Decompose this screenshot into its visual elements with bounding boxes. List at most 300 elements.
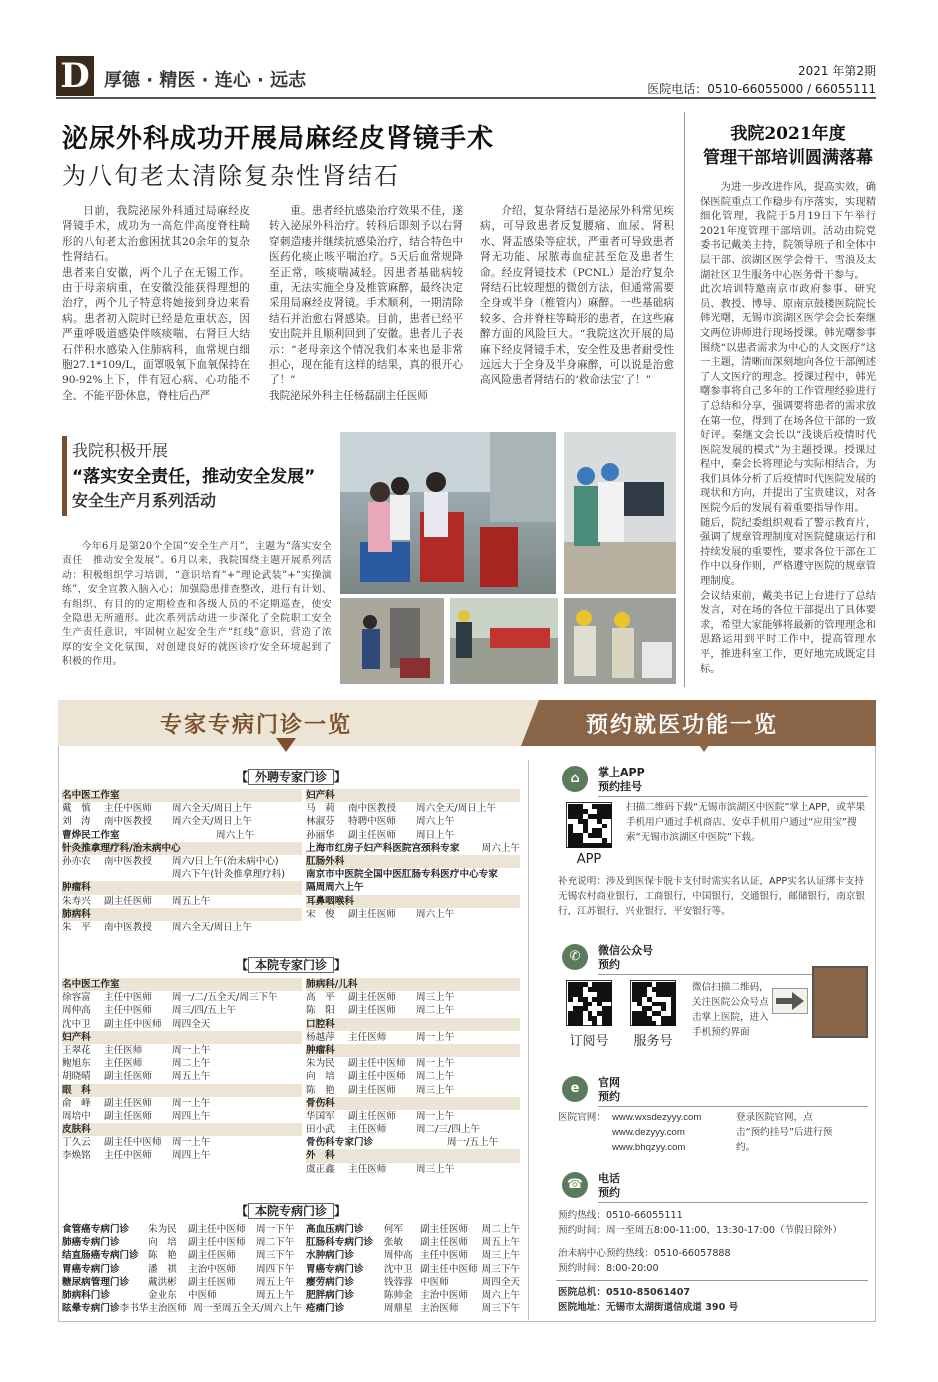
clinic-name: 胃癌专病门诊 bbox=[62, 1263, 120, 1275]
doctor-entry bbox=[62, 1263, 302, 1276]
doctor-entry bbox=[62, 855, 302, 868]
doctor-name: 孙丽华 bbox=[306, 829, 335, 841]
doctor-title bbox=[148, 829, 216, 842]
hospital-motto: 厚德 · 精医 · 连心 · 远志 bbox=[104, 70, 307, 91]
doctor-entry bbox=[62, 1018, 302, 1031]
qr-module bbox=[652, 1021, 657, 1026]
doctor-title: 副主任医师 bbox=[188, 1276, 236, 1288]
doctor-entry bbox=[62, 1236, 302, 1249]
doctor-name: 南京市中医院全国中医肛肠专科医疗中心专家 bbox=[306, 869, 498, 881]
department-name: 耳鼻咽喉科 bbox=[306, 895, 354, 907]
doctor-name: 周仲高 bbox=[383, 1250, 413, 1262]
doctor-title: 副主任医师 bbox=[348, 992, 396, 1004]
clinic-name: 肺病科门诊 bbox=[62, 1289, 110, 1301]
doctor-entry bbox=[306, 1136, 520, 1149]
doctor-name: 陈 艳 bbox=[306, 1084, 335, 1096]
appointment-heading: 预约就医功能一览 bbox=[586, 713, 779, 738]
doctor-name: 上海市红房子妇产科医院宫颈科专家 bbox=[306, 842, 460, 854]
app-title: 掌上APP 预约挂号 bbox=[598, 766, 645, 793]
doctor-entry bbox=[306, 1070, 520, 1083]
qr-module bbox=[588, 1002, 593, 1007]
subscription-qr-code[interactable] bbox=[566, 980, 612, 1026]
app-qr-code[interactable] bbox=[566, 802, 612, 848]
qr-module bbox=[661, 1006, 666, 1011]
wechat-icon: ✆ bbox=[562, 944, 588, 970]
doctor-title: 副主任医师 bbox=[348, 1110, 396, 1122]
qr-module bbox=[602, 824, 607, 829]
photo-control-room bbox=[564, 432, 676, 594]
doctor-title: 主任医师 bbox=[104, 1058, 143, 1070]
doctor-name: 朱为民 bbox=[306, 1058, 335, 1070]
doctor-entry bbox=[306, 1276, 520, 1289]
department-heading bbox=[306, 978, 520, 991]
doctor-entry bbox=[62, 1249, 302, 1262]
doctor-name: 金业东 bbox=[148, 1289, 177, 1301]
doctor-name: 孙亦农 bbox=[62, 855, 91, 867]
doctor-title: 中医师 bbox=[420, 1276, 449, 1288]
clinic-time: 周四上午 bbox=[172, 1150, 211, 1162]
doctor-name: 骨伤科专家门诊 bbox=[306, 1137, 374, 1149]
web-url-1[interactable]: www.wxsdezyyy.com bbox=[612, 1112, 702, 1123]
department-name: 肛肠外科 bbox=[306, 855, 345, 867]
photo-fire-pumps bbox=[340, 432, 556, 594]
doctor-title: 主治医师 bbox=[148, 1303, 187, 1315]
doctor-title: 主任中医师 bbox=[104, 1005, 152, 1017]
phone-title: 电话 预约 bbox=[598, 1172, 620, 1199]
clinic-time: 周六上午 bbox=[416, 816, 455, 828]
doctor-name: 虞正鑫 bbox=[306, 1163, 335, 1175]
safety-article-body: 今年6月是第20个全国“安全生产月”，主题为“落实安全责任 推动安全发展”。6月以来，我院围绕主题开展系列活动：积极组织学习培训，“意识培育”+“理论武装”+“实操演练”，安全宣教入脑入心；加强隐患排查整改，进行有计划、有组织、有目的的定期检查和各级人员的不定期巡查，使安全隐患无所遁形。此次系列活动进一步深化了全院职工安全生产责任意识，牢固树立起安全生产“红线”意识，营造了浓厚的安全文化氛围，对创建良好的就医诊疗安全环境起到了积极的作用。 bbox=[62, 541, 332, 668]
web-divider bbox=[598, 1106, 868, 1107]
doctor-entry bbox=[306, 842, 520, 855]
web-description: 登录医院官网，点击“预约挂号”后进行预约。 bbox=[736, 1112, 833, 1153]
doctor-title: 副主任中医师 bbox=[188, 1237, 246, 1249]
doctor-name: 林淑芬 bbox=[306, 816, 335, 828]
clinic-time: 周一上午 bbox=[172, 1137, 211, 1149]
doctor-entry bbox=[62, 1302, 302, 1315]
doctor-entry bbox=[62, 1004, 302, 1017]
app-note: 补充说明：涉及到医保卡脱卡支付时需实名认证，APP实名认证绑卡支持无锡农村商业银行，工商银行，中国银行，交通银行，邮储银行，南京银行，江苏银行，兴业银行，平安银行等。 bbox=[558, 876, 865, 917]
safety-title-line1: 我院积极开展 bbox=[72, 441, 169, 460]
web-label: 医院官网： bbox=[558, 1112, 606, 1123]
department-name: 骨伤科 bbox=[306, 1097, 335, 1109]
clinic-time: 周二/三/四上午 bbox=[416, 1124, 481, 1136]
doctor-name: 刘 涛 bbox=[62, 816, 91, 828]
doctor-entry bbox=[306, 1163, 520, 1176]
house-icon: ⌂ bbox=[562, 766, 588, 792]
department-heading bbox=[62, 1123, 302, 1136]
app-description: 扫描二维码下载“无锡市滨湖区中医院”掌上APP，或苹果手机用户通过手机商店、安卓手机用户通过“应用宝”搜索“无锡市滨湖区中医院”下载。 bbox=[626, 802, 866, 843]
internal-experts-left bbox=[62, 978, 302, 1163]
doctor-name: 向 培 bbox=[148, 1237, 177, 1249]
doctor-entry bbox=[306, 802, 520, 815]
doctor-name: 沈中卫 bbox=[383, 1263, 413, 1275]
doctor-title: 主治中医师 bbox=[188, 1263, 236, 1275]
doctor-entry bbox=[306, 1123, 520, 1136]
bottom-divider bbox=[528, 760, 529, 1320]
clinic-time: 周三下午 bbox=[256, 1250, 295, 1262]
article-column-3: 介绍，复杂肾结石是泌尿外科常见疾病，可导致患者反复腰痛、血尿、肾积水、肾盂感染等症状，严重者可导致患者肾无功能、尿脓毒血症甚至危及患者生命。经皮肾镜技术（PCNL）是治疗复杂肾结石比较理想的微创方法，但通常需要全身或半身（椎管内）麻醉。一些基础病较多、合并脊柱等畸形的患者，在这些麻醉方面的风险巨大。“我院这次开展的局麻下经皮肾镜手术，安全性及患者耐受性远远大于全身及半身麻醉，可以说是治愈高风险患者肾结石的‘救命法宝’了！” bbox=[480, 205, 674, 387]
header-divider bbox=[56, 97, 876, 99]
doctor-title: 主治医师 bbox=[420, 1303, 459, 1315]
clinic-time: 周六上午 bbox=[216, 829, 255, 841]
doctor-entry bbox=[306, 1236, 520, 1249]
doctor-entry bbox=[62, 1097, 302, 1110]
expert-clinic-heading: 专家专病门诊一览 bbox=[160, 713, 353, 738]
clinic-time: 周三上午 bbox=[481, 1250, 521, 1262]
doctor-name: 徐容富 bbox=[62, 992, 91, 1004]
doctor-title: 主任中医师 bbox=[104, 803, 152, 815]
doctor-entry bbox=[306, 868, 520, 881]
clinic-time: 周二上午 bbox=[416, 1071, 455, 1083]
doctor-title: 副主任医师 bbox=[104, 1097, 152, 1109]
training-article-title: 我院2021年度 管理干部培训圆满落幕 bbox=[703, 124, 873, 168]
phone-mockup bbox=[812, 966, 868, 1038]
qr-module bbox=[578, 1021, 583, 1026]
doctor-title: 中医师 bbox=[188, 1289, 217, 1301]
department-heading bbox=[306, 1097, 520, 1110]
department-name: 肺病科/儿科 bbox=[306, 979, 358, 990]
doctor-title: 副主任中医师 bbox=[104, 1018, 162, 1030]
doctor-name: 潘 祺 bbox=[148, 1263, 177, 1275]
department-heading bbox=[62, 978, 302, 991]
clinic-time: 周三下午 bbox=[481, 1303, 521, 1315]
web-url-2[interactable]: www.dezyyy.com bbox=[612, 1127, 685, 1138]
doctor-name: 陈 艳 bbox=[148, 1250, 177, 1262]
doctor-name: 陈 阳 bbox=[306, 1005, 335, 1017]
doctor-title bbox=[379, 1136, 447, 1149]
clinic-time: 周一上午 bbox=[416, 1110, 455, 1122]
training-article-body: 为进一步改进作风，提高实效，确保医院重点工作稳步有序落实，实现精细化管理，我院于5月19日下午举行2021年度管理干部培训。活动由院党委书记戴美主持，院领导班子和全体中层干部、滨湖区医学会骨干、雪浪及太湖社区卫生服务中心医务骨干参与。 此次培训特邀南京市政府参事、研究员、教授、博导、原南京鼓楼医院院长韩光曙，无锡市滨湖区医学会会长秦继文两位讲师进行现场授课。韩光曙参事围绕“以患者需求为中心的人文医疗”这一主题，清晰而深刻地向各位干部阐述了人文医疗的理念。授课过程中，韩光曙参事将自己多年的工作管理经验进行了总结和分享，强调要将患者的需求放在第一位，得到了在场各位干部的一致好评。秦继文会长以“浅谈后疫情时代医院发展的模式”为主题授课。授课过程中，秦会长将理论与实际相结合，为我们具体分析了后疫情时代医院发展的现状和方向，并提出了宝贵建议，对各医院今后的发展有着重要指导作用。 随后，院纪委组织观看了警示教育片，强调了规章管理制度对医院健康运行和持续发展的重要性，要求各位干部在工作中以身作则，严格遵守医院的规章管理制度。 会议结束前，戴美书记上台进行了总结发言，对在场的各位干部提出了具体要求，希望大家能够将最新的管理理念和思路运用到平时工作中，提高管理水平，推进科室工作，更好地完成既定目标。 bbox=[700, 181, 876, 675]
clinic-time: 周五上午 bbox=[256, 1289, 295, 1301]
doctor-entry bbox=[306, 1289, 520, 1302]
clinic-time: 周五上午 bbox=[481, 1237, 521, 1249]
clinic-time: 周三/四/五上午 bbox=[172, 1005, 237, 1017]
clinic-time: 周四下午 bbox=[256, 1263, 295, 1275]
doctor-title: 主任中医师 bbox=[104, 1150, 152, 1162]
doctor-entry bbox=[306, 829, 520, 842]
department-name: 妇产科 bbox=[306, 790, 335, 801]
doctor-title: 主任医师 bbox=[348, 1163, 387, 1175]
clinic-time: 周六上午 bbox=[416, 908, 455, 920]
clinic-time: 周五上午 bbox=[172, 895, 211, 907]
clinic-time: 周三上午 bbox=[416, 1084, 455, 1096]
app-divider bbox=[598, 796, 868, 797]
doctor-entry bbox=[62, 1057, 302, 1070]
banner-left-arrow bbox=[276, 738, 296, 752]
web-url-3[interactable]: www.bhqzyy.com bbox=[612, 1142, 686, 1153]
department-name: 外 科 bbox=[306, 1150, 335, 1162]
doctor-title: 副主任中医师 bbox=[348, 1071, 406, 1083]
external-experts-right bbox=[306, 789, 520, 921]
doctor-entry bbox=[62, 1276, 302, 1289]
clinic-time: 周二上午 bbox=[416, 1005, 455, 1017]
clinic-name: 瘿劳病门诊 bbox=[306, 1276, 354, 1288]
doctor-name: 马 莉 bbox=[306, 803, 335, 815]
safety-accent-bar bbox=[62, 436, 67, 516]
clinic-name: 胃癌专病门诊 bbox=[306, 1263, 364, 1275]
department-heading bbox=[306, 1149, 520, 1162]
qr-module bbox=[592, 1021, 597, 1026]
doctor-title: 主任医师 bbox=[348, 1031, 387, 1043]
main-switchboard: 医院总机：0510-85061407 bbox=[558, 1287, 691, 1298]
doctor-title: 主治中医师 bbox=[420, 1289, 469, 1301]
doctor-name: 朱 平 bbox=[62, 921, 91, 933]
qr-module bbox=[607, 843, 612, 848]
column-divider bbox=[684, 112, 685, 687]
doctor-title: 副主任医师 bbox=[348, 829, 396, 841]
clinic-name: 眩晕专病门诊 bbox=[62, 1303, 120, 1315]
app-qr-label: APP bbox=[576, 852, 602, 867]
doctor-title: 副主任中医师 bbox=[188, 1224, 246, 1235]
clinic-time: 周一/五上午 bbox=[447, 1137, 499, 1149]
clinic-name: 肥胖病门诊 bbox=[306, 1289, 354, 1301]
department-heading bbox=[62, 881, 302, 894]
wechat-title: 微信公众号 预约 bbox=[598, 944, 653, 971]
department-name: 眼 科 bbox=[62, 1084, 91, 1096]
doctor-title: 主任中医师 bbox=[104, 992, 152, 1004]
issue-number: 2021 年第2期 bbox=[798, 64, 876, 78]
department-name: 肿瘤科 bbox=[306, 1044, 335, 1056]
qr-module bbox=[568, 997, 573, 1002]
doctor-entry bbox=[306, 815, 520, 828]
doctor-name: 周鼎星 bbox=[383, 1303, 413, 1315]
doctor-title: 南中医教授 bbox=[104, 816, 152, 828]
doctor-title: 副主任医师 bbox=[348, 1084, 396, 1096]
doctor-title bbox=[379, 881, 447, 894]
doctor-entry bbox=[62, 1070, 302, 1083]
doctor-name: 李焕铭 bbox=[62, 1150, 91, 1162]
internal-experts-right bbox=[306, 978, 520, 1176]
globe-icon: e bbox=[562, 1076, 588, 1102]
clinic-time: 周四上午 bbox=[172, 1110, 211, 1122]
doctor-title: 副主任医师 bbox=[348, 1005, 396, 1017]
department-name: 妇产科 bbox=[62, 1031, 91, 1043]
doctor-entry bbox=[306, 1263, 520, 1276]
clinic-name: 疮痛门诊 bbox=[306, 1303, 345, 1315]
appointment-hotline: 预约热线：0510-66055111 bbox=[558, 1210, 683, 1221]
safety-title-line3: 安全生产月系列活动 bbox=[72, 491, 217, 510]
doctor-entry bbox=[306, 1084, 520, 1097]
doctor-title: 副主任医师 bbox=[104, 1110, 152, 1122]
doctor-name: 戴 慎 bbox=[62, 803, 91, 815]
doctor-entry bbox=[306, 908, 520, 921]
doctor-title: 副主任中医师 bbox=[104, 1137, 162, 1149]
doctor-entry bbox=[62, 1289, 302, 1302]
doctor-entry bbox=[62, 868, 302, 881]
doctor-name: 宋 俊 bbox=[306, 908, 335, 920]
doctor-title bbox=[460, 842, 482, 855]
doctor-name: 张敏 bbox=[383, 1237, 404, 1249]
doctor-name: 向 培 bbox=[306, 1071, 335, 1083]
department-name: 肿瘤科 bbox=[62, 882, 91, 894]
doctor-name: 华国军 bbox=[306, 1110, 335, 1122]
doctor-title: 副主任医师 bbox=[420, 1224, 469, 1235]
department-heading bbox=[306, 1018, 520, 1031]
clinic-time: 周一下午 bbox=[256, 1224, 295, 1235]
department-heading bbox=[62, 789, 302, 802]
department-name: 针灸推拿理疗科/治未病中心 bbox=[62, 842, 181, 854]
doctor-entry bbox=[306, 1110, 520, 1123]
department-heading bbox=[62, 1084, 302, 1097]
doctor-title: 副主任医师 bbox=[420, 1237, 469, 1249]
clinic-time: 周六全天/周日上午 bbox=[416, 803, 496, 815]
doctor-entry bbox=[62, 829, 302, 842]
doctor-entry bbox=[306, 1223, 520, 1236]
department-heading bbox=[306, 1044, 520, 1057]
doctor-name: 王翠花 bbox=[62, 1044, 91, 1056]
external-experts-title: 【 外聘专家门诊 】 bbox=[235, 770, 347, 784]
doctor-name: 朱为民 bbox=[148, 1224, 177, 1235]
doctor-name: 田小武 bbox=[306, 1124, 335, 1136]
department-heading bbox=[62, 842, 302, 855]
clinic-time: 周一/二/五全天/周三下午 bbox=[172, 992, 278, 1004]
doctor-name: 李书华 bbox=[119, 1303, 149, 1315]
photo-fire-drill bbox=[450, 598, 558, 684]
clinic-time: 周四全天 bbox=[172, 1018, 211, 1030]
department-name: 皮肤科 bbox=[62, 1124, 91, 1136]
doctor-title: 副主任医师 bbox=[104, 895, 152, 907]
clinic-time: 周五上午 bbox=[256, 1276, 295, 1288]
doctor-name: 周培中 bbox=[62, 1110, 91, 1122]
hospital-phone: 医院电话：0510-66055000 / 66055111 bbox=[647, 82, 876, 96]
internal-experts-title: 【 本院专家门诊 】 bbox=[235, 958, 347, 972]
doctor-name: 钱蓉蓉 bbox=[383, 1276, 413, 1288]
doctor-title: 副主任医师 bbox=[188, 1250, 236, 1262]
qr-module bbox=[607, 1021, 612, 1026]
special-clinics-right bbox=[306, 1223, 520, 1315]
article-column-2: 重。患者经抗感染治疗效果不佳，遂转入泌尿外科治疗。转科后即刻予以右肾穿刺造瘘并继续抗感染治疗，结合特色中医药化痰止咳平喘治疗。5天后血常规降至正常，咳痰喘减轻。因患者基础病较重，无法实施全身及椎管麻醉，最终决定采用局麻经皮肾镜。手术顺利，一期清除结石并治愈右肾感染。目前，患者已经平安出院并且顺利回到了安徽。患者儿子表示：“老母亲这个情况我们本来也是非常担心，现在能有这样的结果，真的很开心了！” 我院泌尿外科主任杨磊副主任医师 bbox=[269, 205, 463, 402]
clinic-time: 周六/日上午(治未病中心) bbox=[172, 855, 279, 867]
department-heading bbox=[62, 908, 302, 921]
article-column-1: 日前，我院泌尿外科通过局麻经皮肾镜手术，成功为一高危伴高度脊柱畸形的八旬老太治愈困扰其20余年的复杂性肾结石。 患者来自安徽，两个儿子在无锡工作。由于母亲病重，在安徽没能获得理想的治疗，两个儿子特意将她接到身边来看病。患者初入院时已经是危重状态，因严重呼吸道感染伴咳痰喘、右肾巨大结石伴积水感染入住肺病科，血常规白细胞27.1*109/L，面罩吸氧下血氧保持在90-92%上下，伴有冠心病、心功能不全、不能平卧休息，脊柱后凸严 bbox=[62, 205, 250, 402]
department-name: 肺病科 bbox=[62, 908, 91, 920]
appointment-time: 预约时间：周一至周五8:00-11:00，13:30-17:00（节假日除外） bbox=[558, 1225, 843, 1236]
doctor-name: 戴洪彬 bbox=[148, 1276, 177, 1288]
photo-firefighters bbox=[564, 598, 676, 684]
special-clinics-left bbox=[62, 1223, 302, 1315]
doctor-entry bbox=[62, 895, 302, 908]
qr-module bbox=[671, 1021, 676, 1026]
clinic-time: 周六上午 bbox=[481, 842, 520, 854]
banner-divider bbox=[505, 700, 555, 746]
phone-icon: ☎ bbox=[562, 1172, 588, 1198]
doctor-title: 副主任医师 bbox=[348, 908, 396, 920]
department-heading bbox=[306, 789, 520, 802]
photo-inspection bbox=[340, 598, 444, 684]
doctor-entry bbox=[62, 921, 302, 934]
clinic-time bbox=[447, 881, 520, 894]
doctor-name: 鲍旭东 bbox=[62, 1058, 91, 1070]
doctor-entry bbox=[306, 1031, 520, 1044]
clinic-name: 糖尿病管理门诊 bbox=[62, 1276, 130, 1288]
department-heading bbox=[62, 1031, 302, 1044]
clinic-time: 周三上午 bbox=[416, 1163, 455, 1175]
phone-bottom-divider bbox=[556, 1280, 868, 1281]
doctor-entry bbox=[306, 1249, 520, 1262]
doctor-title: 主任医师 bbox=[104, 1044, 143, 1056]
clinic-time: 周一上午 bbox=[416, 1058, 455, 1070]
doctor-name: 隔周周六上午 bbox=[306, 882, 364, 894]
banner-right-arrow bbox=[694, 738, 714, 752]
doctor-title: 南中医教授 bbox=[348, 803, 396, 815]
safety-title-line2: “落实安全责任，推动安全发展” bbox=[72, 467, 316, 487]
clinic-time: 周三上午 bbox=[416, 992, 455, 1004]
doctor-name: 周仲高 bbox=[62, 1005, 91, 1017]
doctor-entry bbox=[62, 1149, 302, 1162]
doctor-name: 朱寿兴 bbox=[62, 895, 91, 907]
doctor-entry bbox=[306, 991, 520, 1004]
doctor-entry bbox=[62, 1136, 302, 1149]
clinic-time: 周六全天/周日上午 bbox=[172, 921, 252, 933]
arrow-right-icon bbox=[776, 992, 804, 1010]
clinic-name: 食管癌专病门诊 bbox=[62, 1224, 130, 1235]
doctor-entry bbox=[62, 815, 302, 828]
doctor-entry bbox=[306, 1004, 520, 1017]
service-qr-code[interactable] bbox=[630, 980, 676, 1026]
doctor-title: 副主任中医师 bbox=[348, 1058, 406, 1070]
special-clinics-title: 【 本院专病门诊 】 bbox=[235, 1204, 347, 1218]
clinic-name: 水肿病门诊 bbox=[306, 1250, 354, 1262]
doctor-entry bbox=[306, 881, 520, 894]
doctor-title: 副主任医师 bbox=[104, 1071, 152, 1083]
clinic-time: 周二下午 bbox=[256, 1237, 295, 1249]
doctor-name: 曹烨民工作室 bbox=[62, 829, 120, 841]
clinic-time: 周四全天 bbox=[481, 1276, 521, 1288]
doctor-name: 何军 bbox=[383, 1224, 404, 1235]
doctor-title: 主任医师 bbox=[348, 1124, 387, 1136]
clinic-time: 周一上午 bbox=[172, 1044, 211, 1056]
hospital-address: 医院地址：无锡市太湖街道信成道 390 号 bbox=[558, 1302, 739, 1313]
clinic-name: 肺癌专病门诊 bbox=[62, 1237, 120, 1249]
external-experts-left bbox=[62, 789, 302, 934]
qr-module bbox=[607, 814, 612, 819]
doctor-entry bbox=[62, 991, 302, 1004]
article-title: 泌尿外科成功开展局麻经皮肾镜手术 bbox=[62, 124, 495, 154]
clinic-time: 周二上午 bbox=[172, 1058, 211, 1070]
doctor-name: 丁久云 bbox=[62, 1137, 91, 1149]
doctor-name: 胡晓晴 bbox=[62, 1071, 91, 1083]
doctor-name: 杨越萍 bbox=[306, 1031, 335, 1043]
doctor-entry bbox=[62, 1223, 302, 1236]
clinic-name: 高血压病门诊 bbox=[306, 1224, 364, 1235]
qr-module bbox=[607, 997, 612, 1002]
doctor-title: 特聘中医师 bbox=[348, 816, 396, 828]
doctor-entry bbox=[62, 1110, 302, 1123]
wechat-description: 微信扫描二维码，关注医院公众号点击掌上医院，进入手机预约界面 bbox=[692, 982, 769, 1038]
doctor-title: 副主任中医师 bbox=[420, 1263, 478, 1275]
doctor-title: 南中医教授 bbox=[104, 855, 152, 867]
subscription-label: 订阅号 bbox=[569, 1034, 609, 1049]
zwb-hotline: 治未病中心预约热线：0510-66057888 bbox=[558, 1248, 731, 1259]
doctor-name: 高 平 bbox=[306, 992, 335, 1004]
doctor-title bbox=[104, 868, 172, 881]
doctor-name bbox=[62, 868, 104, 881]
clinic-name: 结直肠癌专病门诊 bbox=[62, 1250, 139, 1262]
web-title: 官网 预约 bbox=[598, 1076, 620, 1103]
clinic-time: 周二上午 bbox=[481, 1224, 521, 1235]
department-name: 名中医工作室 bbox=[62, 979, 120, 990]
article-subtitle: 为八旬老太清除复杂性肾结石 bbox=[62, 162, 400, 190]
doctor-name: 俞 峰 bbox=[62, 1097, 91, 1109]
clinic-time: 周五上午 bbox=[172, 1071, 211, 1083]
clinic-time: 周六全天/周日上午 bbox=[172, 816, 252, 828]
department-heading bbox=[306, 855, 520, 868]
doctor-entry bbox=[306, 1057, 520, 1070]
clinic-time: 周三下午 bbox=[481, 1263, 521, 1275]
doctor-title: 主任中医师 bbox=[420, 1250, 469, 1262]
clinic-time: 周六下午(针灸推拿理疗科) bbox=[172, 869, 286, 881]
